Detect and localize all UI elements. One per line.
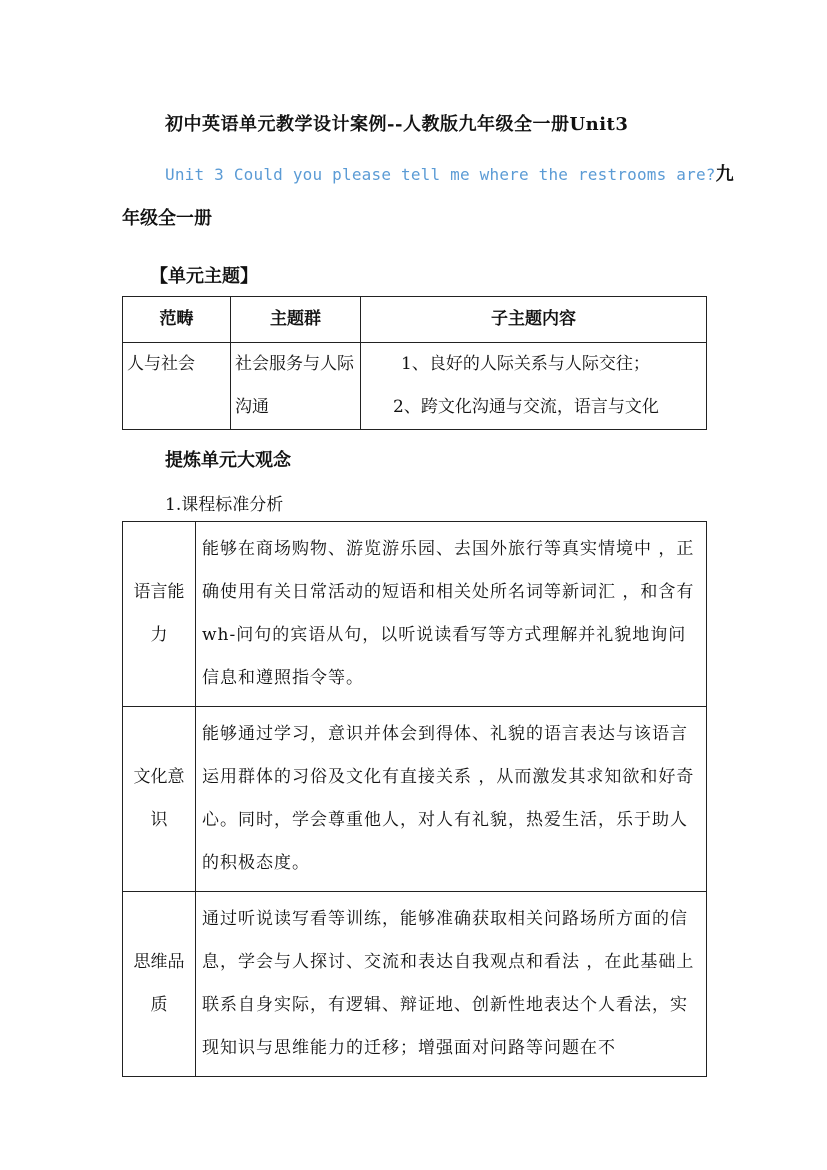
unit-theme-heading: 【单元主题】	[150, 266, 258, 287]
row-content-language: 能够在商场购物、游览游乐园、去国外旅行等真实情境中 ，正确使用有关日常活动的短语和相关处所名词等新词汇 ，和含有 wh-问句的宾语从句，以听说读看写等方式理解并礼貌地询问信息和遵照指令等。	[196, 522, 707, 707]
column-header-group: 主题群	[231, 297, 361, 343]
row-content-thinking: 通过听说读写看等训练，能够准确获取相关问路场所方面的信息，学会与人探讨、交流和表达自我观点和看法 ，在此基础上联系自身实际，有逻辑、辩证地、创新性地表达个人看法，实现知识与思维能力的迁移；增强面对问路等问题在不	[196, 892, 707, 1077]
group-cell: 社会服务与人际沟通	[231, 343, 361, 430]
unit-subtitle-english: Unit 3 Could you please tell me where the restrooms are?	[165, 165, 716, 184]
table-row	[123, 892, 707, 1077]
standard-analysis-table	[122, 521, 707, 1077]
category-cell: 人与社会	[123, 343, 231, 430]
standard-analysis-heading: 1.课程标准分析	[165, 495, 284, 515]
row-label-culture: 文化意识	[123, 707, 196, 892]
subtheme-item: 1、良好的人际关系与人际交往；	[401, 354, 650, 374]
row-label-language: 语言能力	[123, 522, 196, 707]
column-header-subtheme: 子主题内容	[361, 297, 707, 343]
row-content-culture: 能够通过学习，意识并体会到得体、礼貌的语言表达与该语言运用群体的习俗及文化有直接关系 ，从而激发其求知欲和好奇心。同时，学会尊重他人，对人有礼貌，热爱生活，乐于助人的积极态度。	[196, 707, 707, 892]
unit-subtitle	[165, 160, 734, 186]
big-idea-heading: 提炼单元大观念	[165, 450, 291, 471]
row-label-thinking: 思维品质	[123, 892, 196, 1077]
unit-subtitle-chinese-b: 年级全一册	[122, 208, 212, 229]
document-title: 初中英语单元教学设计案例--人教版九年级全一册Unit3	[165, 114, 629, 135]
subtheme-cell	[361, 343, 707, 430]
table-row	[123, 343, 707, 430]
column-header-category: 范畴	[123, 297, 231, 343]
subtheme-item: 2、跨文化沟通与交流，语言与文化	[393, 397, 659, 417]
unit-subtitle-chinese-a: 九	[715, 164, 734, 185]
table-header-row	[123, 297, 707, 343]
unit-theme-table	[122, 296, 707, 430]
table-row	[123, 522, 707, 707]
table-row	[123, 707, 707, 892]
